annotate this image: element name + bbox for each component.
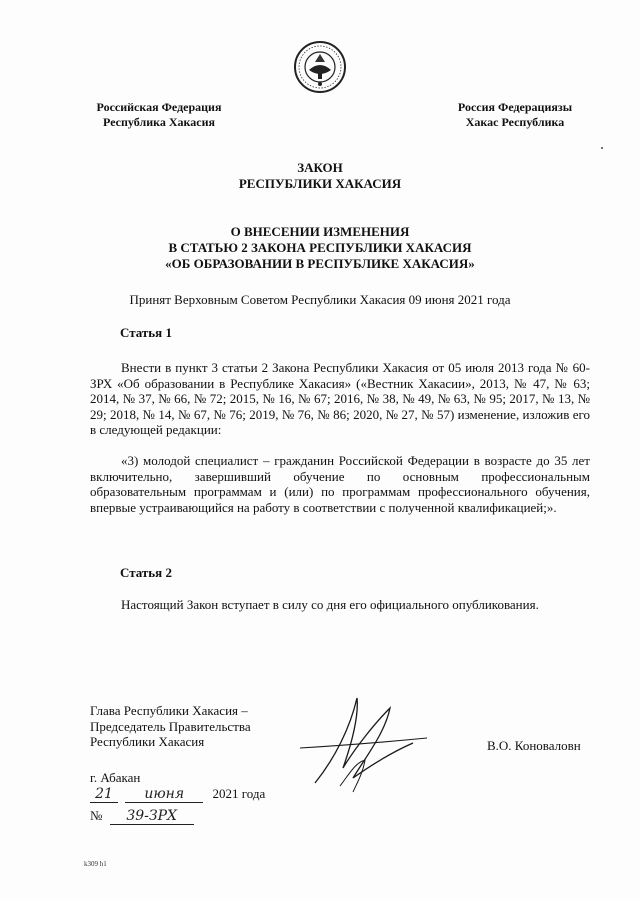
law-kind-line-1: ЗАКОН xyxy=(297,160,343,175)
article-1-paragraph-2: «3) молодой специалист – гражданин Российской Федерации в возрасте до 35 лет включительно, завершивший обучение по основным профессиональным образовательным программам и (или) по программам профессионального обучения, впервые устраивающийся на работу в соответствии с полученной квалификацией;». xyxy=(90,453,590,515)
article-1-paragraph-1: Внести в пункт 3 статьи 2 Закона Республики Хакасия от 05 июля 2013 года № 60-ЗРХ «Об образовании в Республике Хакасия» («Вестник Хакасии», 2013, № 47, № 63; 2014, № 37, № 66, № 72; 2015, № 16, № 67; 2016, № 38, № 49, № 63, № 95; 2017, № 13, № 29; 2018, № 14, № 67, № 76; 2019, № 76, № 86; 2020, № 27, № 57) изменение, изложив его в следующей редакции: xyxy=(90,360,590,437)
signing-date xyxy=(90,786,265,806)
adoption-note: Принят Верховным Советом Республики Хакасия 09 июня 2021 года xyxy=(129,292,511,307)
law-title-line-2: В СТАТЬЮ 2 ЗАКОНА РЕСПУБЛИКИ ХАКАСИЯ xyxy=(168,240,472,255)
scan-speck xyxy=(601,147,603,149)
header-right xyxy=(440,100,590,130)
header-left-line-2: Республика Хакасия xyxy=(103,115,215,129)
date-day: 21 xyxy=(90,786,118,803)
coat-of-arms-emblem xyxy=(293,40,347,94)
signatory-position-line-3: Республики Хакасия xyxy=(90,734,205,749)
header-left xyxy=(84,100,234,130)
law-number xyxy=(90,808,194,825)
signatory-position-line-2: Председатель Правительства xyxy=(90,718,251,734)
law-kind-line-2: РЕСПУБЛИКИ ХАКАСИЯ xyxy=(238,176,402,191)
article-2-paragraph: Настоящий Закон вступает в силу со дня его официального опубликования. xyxy=(121,597,539,612)
article-2-heading: Статья 2 xyxy=(120,565,172,580)
signatory-name: В.О. Коноваловн xyxy=(487,738,581,753)
law-title xyxy=(0,224,640,272)
header-right-line-2: Хакас Республика xyxy=(465,115,565,129)
signatory-position-line-1: Глава Республики Хакасия – xyxy=(90,703,248,718)
article-1-heading: Статья 1 xyxy=(120,325,172,340)
date-year: 2021 года xyxy=(212,786,266,801)
law-title-line-3: «ОБ ОБРАЗОВАНИИ В РЕСПУБЛИКЕ ХАКАСИЯ» xyxy=(165,256,475,271)
footer-code: k309 h1 xyxy=(84,860,107,868)
date-month: июня xyxy=(125,786,203,803)
header-left-line-1: Российская Федерация xyxy=(96,100,222,114)
law-kind-heading xyxy=(0,160,640,192)
handwritten-signature xyxy=(295,688,435,798)
header-right-line-1: Россия Федерациязы xyxy=(457,100,573,114)
law-number-prefix: № xyxy=(90,808,103,823)
signatory-position xyxy=(90,703,251,750)
law-number-value: 39-ЗРХ xyxy=(110,808,194,825)
law-title-line-1: О ВНЕСЕНИИ ИЗМЕНЕНИЯ xyxy=(230,224,410,239)
place-of-signing: г. Абакан xyxy=(90,770,141,785)
